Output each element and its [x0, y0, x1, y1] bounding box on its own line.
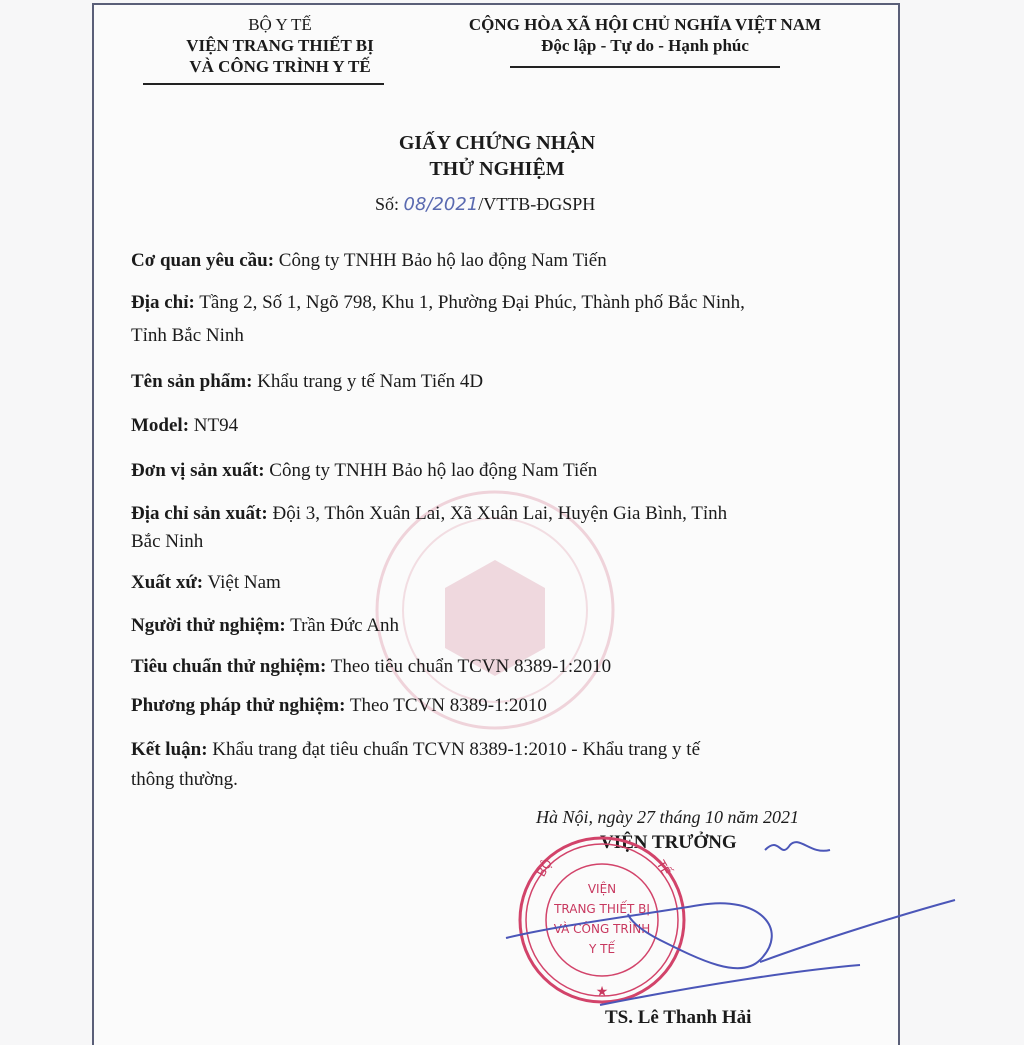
republic: CỘNG HÒA XÃ HỘI CHỦ NGHĨA VIỆT NAM — [468, 15, 822, 34]
stamp-outer-right: TẾ — [653, 858, 674, 878]
field-manufacturer: Đơn vị sản xuất: Công ty TNHH Bảo hộ lao động Nam Tiến — [131, 460, 598, 481]
field-standard: Tiêu chuẩn thử nghiệm: Theo tiêu chuẩn TCVN 8389-1:2010 — [131, 656, 612, 677]
handwritten-number: 08/2021 — [403, 194, 479, 215]
ministry: BỘ Y TẾ — [248, 15, 312, 34]
field-conclusion: Kết luận: Khẩu trang đạt tiêu chuẩn TCVN 8389-1:2010 - Khẩu trang y tế — [131, 739, 701, 760]
field-address-cont: Tỉnh Bắc Ninh — [131, 325, 244, 346]
field-tester: Người thử nghiệm: Trần Đức Anh — [131, 615, 399, 636]
number-suffix: /VTTB-ĐGSPH — [478, 194, 596, 214]
field-method: Phương pháp thử nghiệm: Theo TCVN 8389-1:2010 — [131, 695, 547, 716]
stamp-outer-left: BỘ — [534, 856, 556, 880]
field-model: Model: NT94 — [131, 415, 239, 436]
signer-position: VIỆN TRƯỞNG — [600, 832, 737, 853]
stamp-line4: Y TẾ — [588, 942, 616, 956]
number-label: Số: — [375, 194, 400, 214]
field-conclusion-cont: thông thường. — [131, 769, 238, 790]
stamp-line3: VÀ CÔNG TRÌNH — [553, 922, 651, 936]
title-line1: GIẤY CHỨNG NHẬN — [398, 132, 596, 154]
stamp-line1: VIỆN — [587, 882, 617, 896]
stamp-line2: TRANG THIẾT BỊ — [554, 902, 650, 916]
field-origin: Xuất xứ: Việt Nam — [131, 572, 281, 593]
place-date: Hà Nội, ngày 27 tháng 10 năm 2021 — [536, 807, 799, 827]
field-requester: Cơ quan yêu cầu: Công ty TNHH Bảo hộ lao động Nam Tiến — [131, 250, 607, 271]
signer-name: TS. Lê Thanh Hải — [605, 1007, 752, 1028]
title-line2: THỬ NGHIỆM — [429, 158, 565, 180]
motto: Độc lập - Tự do - Hạnh phúc — [541, 36, 749, 55]
institute-line1: VIỆN TRANG THIẾT BỊ — [186, 36, 374, 55]
field-manufacturer-address-cont: Bắc Ninh — [131, 531, 204, 552]
field-address: Địa chỉ: Tầng 2, Số 1, Ngõ 798, Khu 1, Phường Đại Phúc, Thành phố Bắc Ninh, — [131, 292, 745, 313]
field-product: Tên sản phẩm: Khẩu trang y tế Nam Tiến 4D — [131, 371, 484, 392]
field-manufacturer-address: Địa chỉ sản xuất: Đội 3, Thôn Xuân Lai, Xã Xuân Lai, Huyện Gia Bình, Tỉnh — [131, 503, 728, 524]
stamp-star-icon: ★ — [595, 984, 609, 1000]
institute-line2: VÀ CÔNG TRÌNH Y TẾ — [189, 57, 371, 76]
